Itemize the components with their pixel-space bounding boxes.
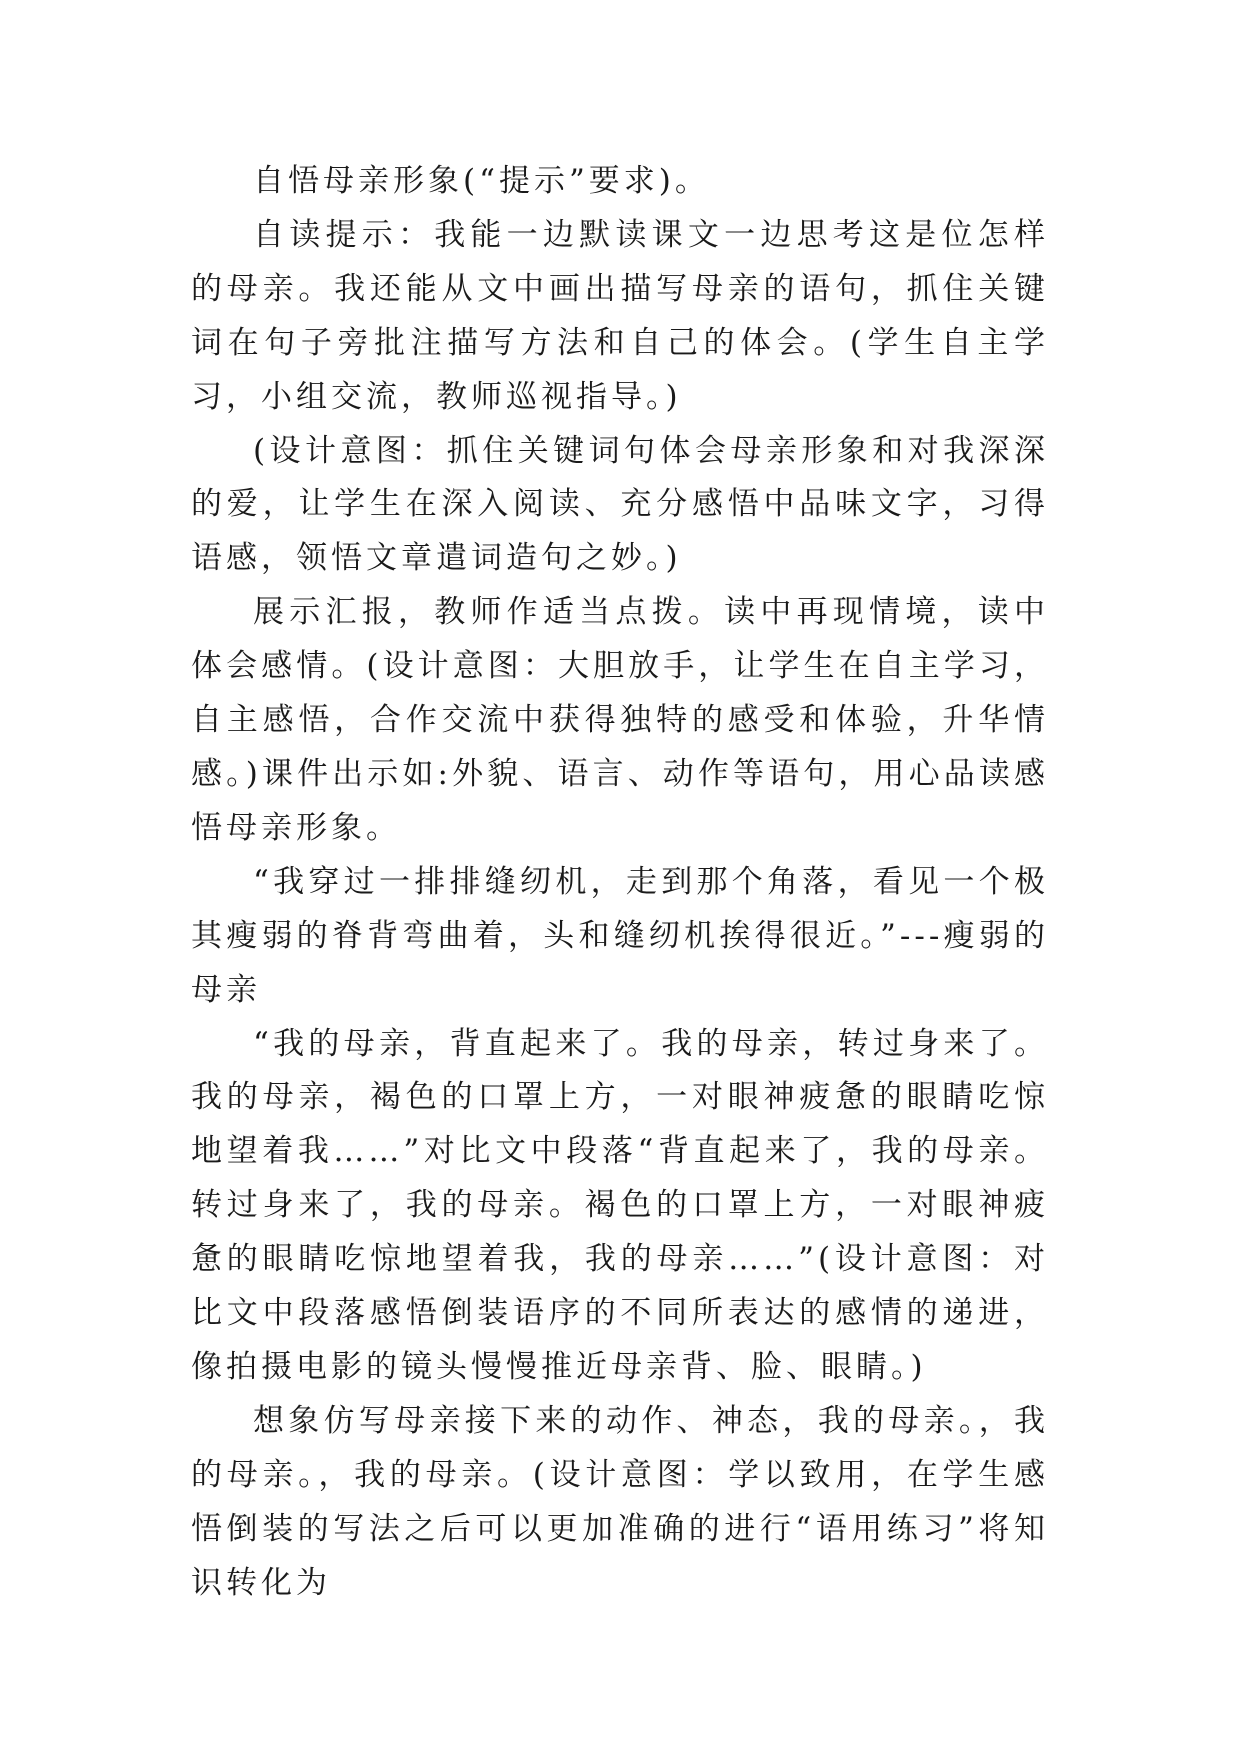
paragraph-presentation: 展示汇报，教师作适当点拨。读中再现情境，读中体会感情。(设计意图：大胆放手，让学生在自主学习，自主感悟，合作交流中获得独特的感受和体验，升华情感。)课件出示如:外貌、语言、动作等语句，用心品读感悟母亲形象。 [191,594,1049,846]
document-body [191,155,1049,1610]
paragraph-imitation-writing: 想象仿写母亲接下来的动作、神态，我的母亲。，我的母亲。，我的母亲。(设计意图：学以致用，在学生感悟倒装的写法之后可以更加准确的进行“语用练习”将知识转化为 [191,1402,1049,1601]
paragraph-quote-comparison: “我的母亲，背直起来了。我的母亲，转过身来了。我的母亲，褐色的口罩上方，一对眼神疲惫的眼睛吃惊地望着我……”对比文中段落“背直起来了，我的母亲。转过身来了，我的母亲。褐色的口罩上方，一对眼神疲惫的眼睛吃惊地望着我，我的母亲……”(设计意图：对比文中段落感悟倒装语序的不同所表达的感情的递进，像拍摄电影的镜头慢慢推近母亲背、脸、眼睛。) [191,1025,1049,1385]
paragraph-self-realize: 自悟母亲形象(“提示”要求)。 [253,163,710,199]
paragraph-quote-thin-mother: “我穿过一排排缝纫机，走到那个角落，看见一个极其瘦弱的脊背弯曲着，头和缝纫机挨得很近。”---瘦弱的母亲 [191,863,1049,1008]
paragraph-reading-prompt: 自读提示：我能一边默读课文一边思考这是位怎样的母亲。我还能从文中画出描写母亲的语句，抓住关键词在句子旁批注描写方法和自己的体会。(学生自主学习，小组交流，教师巡视指导。) [191,216,1049,415]
paragraph-design-intent-1: (设计意图：抓住关键词句体会母亲形象和对我深深的爱，让学生在深入阅读、充分感悟中品味文字，习得语感，领悟文章遣词造句之妙。) [191,432,1049,577]
